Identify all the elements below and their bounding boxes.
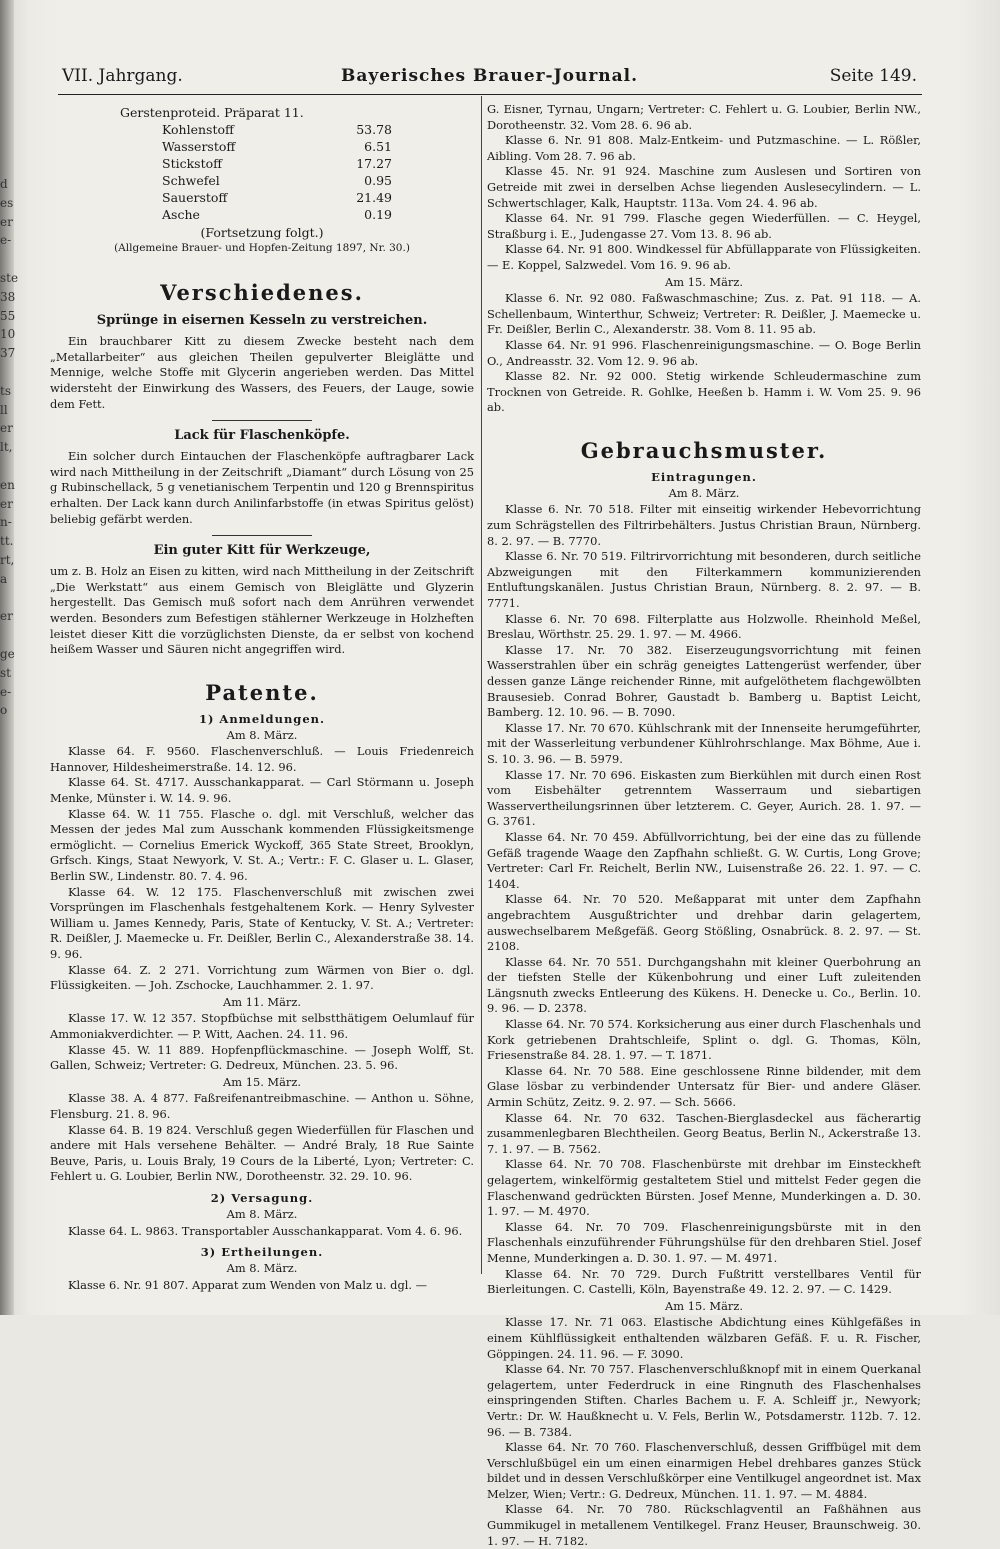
utility-model-entry: Klasse 64. Nr. 70 780. Rückschlagventil an Faßhähnen aus Gummikugel in metallenem Ventilkegel. Franz Heuser, Braunschweig. 30. 1. 97. — H. 7182.	[487, 1502, 921, 1548]
patent-entry: Klasse 64. L. 9863. Transportabler Ausschankapparat. Vom 4. 6. 96.	[68, 1223, 463, 1238]
utility-model-entry: Klasse 64. Nr. 70 551. Durchgangshahn mit kleiner Querbohrung an der tiefsten Stelle der Kükenbohrung und einer Luft zuleitenden Längsnuth zwecks Entleerung des Kükens. H. Denecke u. Co., Berlin. 10. 9. 96. — D. 2378.	[487, 954, 921, 1016]
article-title: Ein guter Kitt für Werkzeuge,	[153, 543, 371, 559]
patent-entry: Klasse 17. W. 12 357. Stopfbüchse mit selbstthätigem Oelumlauf für Ammoniakverdichter. — P. Witt, Aachen. 24. 11. 96.	[50, 1011, 474, 1041]
analysis-row: Sauerstoff 21.49	[162, 190, 392, 205]
adjacent-page-edge	[0, 175, 20, 758]
section-title: 2) Versagung.	[210, 1190, 314, 1205]
date-line: Am 8. März.	[668, 485, 740, 500]
edge-fragment	[0, 589, 20, 608]
edge-fragment: rt,	[0, 552, 15, 567]
utility-model-entry: Klasse 64. Nr. 70 757. Flaschenverschlußknopf mit in einem Querkanal gelagertem, unter Federdruck in eine Ringnuth des Flaschenhalses einspringenden Stiften. Charles Bachem u. F. A. Schleiff jr., Newyork; Vertr.: Dr. W. Haußknecht u. V. Fels, Berlin W., Potsdamerstr. 112b. 7. 12. 96. — B. 7384.	[487, 1362, 921, 1439]
header-rule	[58, 94, 922, 95]
edge-fragment: 38	[0, 289, 16, 304]
edge-fragment: ste	[0, 270, 19, 285]
date-line: Am 11. März.	[223, 994, 301, 1009]
patent-entry: Klasse 64. F. 9560. Flaschenverschluß. — Louis Friedenreich Hannover, Hildesheimerstraße. 14. 12. 96.	[50, 744, 474, 774]
edge-fragment: 37	[0, 346, 16, 361]
utility-model-entry: Klasse 64. Nr. 70 760. Flaschenverschluß, dessen Griffbügel mit dem Verschlußbügel ein um einen einarmigen Hebel drehbares ganzes Stück bildet und in dessen Verschlußkörper eine Ventilkugel angeordnet ist. Max Melzer, Wien; Vertr.: G. Dedreux, München. 11. 1. 97. — M. 4884.	[487, 1440, 921, 1501]
date-line: Am 8. März.	[226, 1206, 298, 1221]
edge-fragment: lt,	[0, 440, 13, 455]
edge-fragment	[0, 739, 20, 758]
utility-model-entry: Klasse 64. Nr. 70 574. Korksicherung aus einer durch Flaschenhals und Kork getriebenen Drahtschleife, Splint o. dgl. G. Thomas, Köln, Friesenstraße 84. 28. 1. 97. — T. 1871.	[487, 1017, 921, 1063]
patent-entry: Klasse 64. W. 11 755. Flasche o. dgl. mit Verschluß, welcher das Messen der jedes Mal zum Ausschank kommenden Flüssigkeitsmenge ermöglicht. — Cornelius Emerick Wyckoff, 365 State Street, Brooklyn, Grfsch. Kings, Staat Newyork, V. St. A.; Vertr.: F. C. Glaser u. L. Glaser, Berlin SW., Lindenstr. 80. 7. 4. 96.	[50, 806, 474, 884]
utility-model-entry: Klasse 17. Nr. 70 670. Kühlschrank mit der Innenseite herumgeführter, mit der Wasserleitung verbundener Kühlrohrschlange. Max Böhme, Aue i. S. 10. 3. 96. — B. 5979.	[487, 720, 921, 766]
edge-fragment: tt.	[0, 534, 14, 549]
patent-entry: Klasse 82. Nr. 92 000. Stetig wirkende Schleudermaschine zum Trocknen von Getreide. R. Gohlke, Heeßen b. Hamm i. W. Vom 25. 9. 96 ab.	[487, 369, 921, 415]
edge-fragment: n-	[0, 515, 12, 530]
utility-model-entry: Klasse 64. Nr. 70 459. Abfüllvorrichtung, bei der eine das zu füllende Gefäß tragende Waage den Zapfhahn schließt. G. W. Curtis, Long Grove; Vertreter: Carl Fr. Reichelt, Berlin NW., Luisenstraße 26. 22. 1. 97. — C. 1404.	[487, 829, 921, 891]
patent-entry: Klasse 64. W. 12 175. Flaschenverschluß mit zwischen zwei Vorsprüngen im Flaschenhals festgehaltenem Kork. — Henry Sylvester William u. James Kennedy, Paris, State of Kentucky, V. St. A.; Vertreter: R. Deißler, J. Maemecke u. Fr. Deißler, Berlin C., Alexanderstraße 38. 14. 9. 96.	[50, 884, 474, 961]
analysis-row: Kohlenstoff 53.78	[162, 122, 392, 137]
section-title: 3) Ertheilungen.	[200, 1245, 324, 1260]
edge-fragment: er	[0, 609, 13, 624]
patente-heading: Patente.	[205, 679, 319, 705]
utility-model-entry: Klasse 17. Nr. 71 063. Elastische Abdichtung eines Kühlgefäßes in einem Kühlflüssigkeit enthaltenden wälzbaren Gefäß. F. u. R. Fischer, Göppingen. 24. 11. 96. — F. 3090.	[487, 1315, 921, 1361]
edge-fragment: er	[0, 421, 13, 436]
journal-title: Bayerisches Brauer-Journal.	[340, 66, 639, 86]
date-line: Am 15. März.	[665, 274, 743, 289]
utility-model-entry: Klasse 17. Nr. 70 696. Eiskasten zum Bierkühlen mit durch einen Rost vom Eisbehälter getrenntem Wasserraum und siebartigen Wasservertheilungsrinnen über letzterem. C. Geyer, Aurich. 28. 1. 97. — G. 3761.	[487, 767, 921, 829]
edge-fragment: er	[0, 214, 13, 229]
edge-fragment: e-	[0, 684, 12, 699]
article-text: Ein solcher durch Eintauchen der Flaschenköpfe auftragbarer Lack wird nach Mittheilung in der Zeitschrift „Diamant“ durch Lösung von 25 g Rubinschellack, 5 g venetianischem Terpentin und 120 g Brennspiritus erhalten. Der Lack kann durch Anilinfarbstoffe (in etwas Spiritus gelöst) beliebig gefärbt werden.	[50, 449, 474, 526]
right-column	[487, 102, 921, 1549]
utility-model-entry: Klasse 64. Nr. 70 729. Durch Fußtritt verstellbares Ventil für Bierleitungen. C. Castelli, Köln, Bayenstraße 49. 12. 2. 97. — C. 1429.	[487, 1266, 921, 1297]
continued-note: (Fortsetzung folgt.)	[200, 225, 324, 240]
edge-fragment: a	[0, 571, 8, 586]
volume-label: VII. Jahrgang.	[62, 66, 183, 86]
utility-model-entry: Klasse 64. Nr. 70 708. Flaschenbürste mit drehbar im Einsteckheft gelagertem, winkelförmig gestaltetem Stiel und mittelst Feder gegen die Flaschenwand gedrückten Bürsten. Josef Menne, Munderkingen a. D. 30. 1. 97. — M. 4970.	[487, 1157, 921, 1219]
utility-model-entry: Klasse 6. Nr. 70 519. Filtrirvorrichtung mit besonderen, durch seitliche Abzweigungen mit den Filterkammern kommunizierenden Entluftungskanälen. Justus Christian Braun, Nürnberg. 8. 2. 97. — B. 7771.	[487, 549, 921, 611]
edge-fragment	[0, 363, 20, 382]
patent-entry: Klasse 6. Nr. 92 080. Faßwaschmaschine; Zus. z. Pat. 91 118. — A. Schellenbaum, Winterthur, Schweiz; Vertreter: R. Deißler, J. Maemecke u. Fr. Deißler, Berlin C., Alexanderstr. 38. Vom 8. 11. 95 ab.	[487, 291, 921, 337]
section-title: 1) Anmeldungen.	[198, 711, 326, 726]
edge-fragment: o	[0, 703, 8, 718]
edge-fragment: en	[0, 477, 15, 492]
section-title: Eintragungen.	[651, 469, 757, 484]
patent-entry: Klasse 64. B. 19 824. Verschluß gegen Wiederfüllen für Flaschen und andere mit Hals versehene Behälter. — André Braly, 18 Rue Sainte Beuve, Paris, u. Louis Braly, 19 Cours de la Liberté, Lyon; Vertreter: C. Fehlert u. G. Loubier, Berlin NW., Dorotheenstr. 32. 29. 10. 96.	[50, 1122, 474, 1184]
edge-fragment	[0, 457, 20, 476]
divider	[212, 420, 312, 421]
edge-fragment: ll	[0, 402, 8, 417]
edge-fragment: ge	[0, 646, 15, 661]
analysis-row: Wasserstoff 6.51	[162, 139, 392, 154]
edge-fragment: 55	[0, 308, 16, 323]
utility-model-entry: Klasse 64. Nr. 70 632. Taschen-Bierglasdeckel aus fächerartig zusammenlegbaren Blechtheilen. Georg Beatus, Berlin N., Ackerstraße 13. 7. 1. 97. — B. 7562.	[487, 1110, 921, 1156]
edge-fragment: es	[0, 195, 14, 210]
analysis-title: Gerstenproteid. Präparat 11.	[120, 105, 304, 120]
edge-fragment: er	[0, 496, 13, 511]
edge-fragment: ts	[0, 383, 11, 398]
left-column	[50, 102, 474, 1293]
utility-model-entry: Klasse 64. Nr. 70 709. Flaschenreinigungsbürste mit in den Flaschenhals einzuführender Führungshülse für den drehbaren Stiel. Josef Menne, Munderkingen a. D. 30. 1. 97. — M. 4971.	[487, 1219, 921, 1265]
utility-model-entry: Klasse 64. Nr. 70 588. Eine geschlossene Rinne bildender, mit dem Glase lösbar zu verbindender Untersatz für Bier- und andere Gläser. Armin Schütz, Zeitz. 9. 2. 97. — Sch. 5666.	[487, 1063, 921, 1110]
analysis-row: Schwefel 0.95	[162, 173, 392, 188]
patent-entry: Klasse 6. Nr. 91 808. Malz-Entkeim- und Putzmaschine. — L. Rößler, Aibling. Vom 28. 7. 96 ab.	[487, 133, 921, 163]
gebrauchsmuster-heading: Gebrauchsmuster.	[580, 437, 828, 463]
divider	[212, 535, 312, 536]
edge-fragment: d	[0, 177, 8, 191]
patent-entry: Klasse 38. A. 4 877. Faßreifenantreibmaschine. — Anthon u. Söhne, Flensburg. 21. 8. 96.	[50, 1091, 474, 1121]
utility-model-entry: Klasse 17. Nr. 70 382. Eiserzeugungsvorrichtung mit feinen Wasserstrahlen über ein schräg geneigtes Lattengerüst werfender, über dessen ganze Länge reichender Rinne, mit aufgelöthetem flachgewölbten Brausesieb. Conrad Bohrer, Gaustadt b. Bamberg u. Baptist Leicht, Bamberg. 12. 10. 96. — B. 7090.	[487, 642, 921, 720]
patent-entry: Klasse 45. W. 11 889. Hopfenpflückmaschine. — Joseph Wolff, St. Gallen, Schweiz; Vertreter: G. Dedreux, München. 23. 5. 96.	[50, 1042, 474, 1073]
page-header	[62, 66, 917, 90]
edge-fragment	[0, 720, 20, 739]
patent-entry: Klasse 64. Nr. 91 800. Windkessel für Abfüllapparate von Flüssigkeiten. — E. Koppel, Salzwedel. Vom 16. 9. 96 ab.	[487, 242, 921, 272]
patent-entry: Klasse 45. Nr. 91 924. Maschine zum Auslesen und Sortiren von Getreide mit zwei in derselben Achse liegenden Auslesecylindern. — L. Schwertschlager, Kalk, Hauptstr. 113a. Vom 24. 4. 96 ab.	[487, 164, 921, 210]
patent-entry: G. Eisner, Tyrnau, Ungarn; Vertreter: C. Fehlert u. G. Loubier, Berlin NW., Dorotheenstr. 32. Vom 28. 6. 96 ab.	[487, 102, 921, 132]
article-title: Lack für Flaschenköpfe.	[174, 428, 350, 444]
edge-fragment	[0, 626, 20, 645]
patent-entry: Klasse 64. Nr. 91 799. Flasche gegen Wiederfüllen. — C. Heygel, Straßburg i. E., Judengasse 27. Vom 13. 8. 96 ab.	[487, 211, 921, 241]
analysis-table	[120, 104, 392, 223]
patent-entry: Klasse 64. Z. 2 271. Vorrichtung zum Wärmen von Bier o. dgl. Flüssigkeiten. — Joh. Zschocke, Lauchhammer. 2. 1. 97.	[50, 962, 474, 993]
patent-entry: Klasse 64. Nr. 91 996. Flaschenreinigungsmaschine. — O. Boge Berlin O., Andreasstr. 32. Vom 12. 9. 96 ab.	[487, 337, 921, 368]
edge-fragment: e-	[0, 233, 12, 248]
edge-fragment	[0, 250, 20, 269]
date-line: Am 8. März.	[226, 1261, 298, 1276]
date-line: Am 8. März.	[226, 727, 298, 742]
article-text: um z. B. Holz an Eisen zu kitten, wird nach Mittheilung in der Zeitschrift „Die Werkstatt“ aus einem Gemisch von Bleiglätte und Glyzerin hergestellt. Das Gemisch muß sofort nach dem Anrühren verwendet werden. Besonders zum Befestigen stählerner Werkzeuge in Holzheften leistet dieser Kitt die vorzüglichsten Dienste, da er selbst von kochend heißem Wasser und Säuren nicht angegriffen wird.	[50, 564, 474, 657]
patent-entry: Klasse 6. Nr. 91 807. Apparat zum Wenden von Malz u. dgl. —	[68, 1277, 428, 1292]
utility-model-entry: Klasse 6. Nr. 70 698. Filterplatte aus Holzwolle. Rheinhold Meßel, Breslau, Wörthstr. 25. 29. 1. 97. — M. 4966.	[487, 611, 921, 642]
utility-model-entry: Klasse 64. Nr. 70 520. Meßapparat mit unter dem Zapfhahn angebrachtem Ausgußtrichter und drehbar darin gelagertem, auswechselbarem Meßgefäß. Georg Stößling, Osnabrück. 8. 2. 97. — St. 2108.	[487, 892, 921, 954]
analysis-row: Asche 0.19	[162, 207, 392, 222]
page-number: Seite 149.	[829, 66, 917, 86]
source-citation: (Allgemeine Brauer- und Hopfen-Zeitung 1897, Nr. 30.)	[114, 241, 410, 254]
article-title: Sprünge in eisernen Kesseln zu verstreichen.	[96, 313, 428, 329]
edge-fragment: 10	[0, 327, 16, 342]
column-divider	[481, 96, 482, 1274]
analysis-row: Stickstoff 17.27	[162, 156, 392, 171]
article-text: Ein brauchbarer Kitt zu diesem Zwecke besteht nach dem „Metallarbeiter“ aus gleichen Theilen gepulverter Bleiglätte und Mennige, welche Stoffe mit Glycerin angerieben werden. Das Mittel widersteht der Einwirkung des Wassers, des Feuers, der Lauge, sowie dem Fett.	[50, 334, 474, 411]
date-line: Am 15. März.	[665, 1298, 743, 1313]
patent-entry: Klasse 64. St. 4717. Ausschankapparat. — Carl Störmann u. Joseph Menke, Münster i. W. 14. 9. 96.	[50, 775, 474, 806]
edge-fragment: st	[0, 665, 11, 680]
verschiedenes-heading: Verschiedenes.	[160, 280, 364, 306]
date-line: Am 15. März.	[223, 1074, 301, 1089]
utility-model-entry: Klasse 6. Nr. 70 518. Filter mit einseitig wirkender Hebevorrichtung zum Schrägstellen des Filtrirbehälters. Justus Christian Braun, Nürnberg. 8. 2. 97. — B. 7770.	[487, 502, 921, 548]
